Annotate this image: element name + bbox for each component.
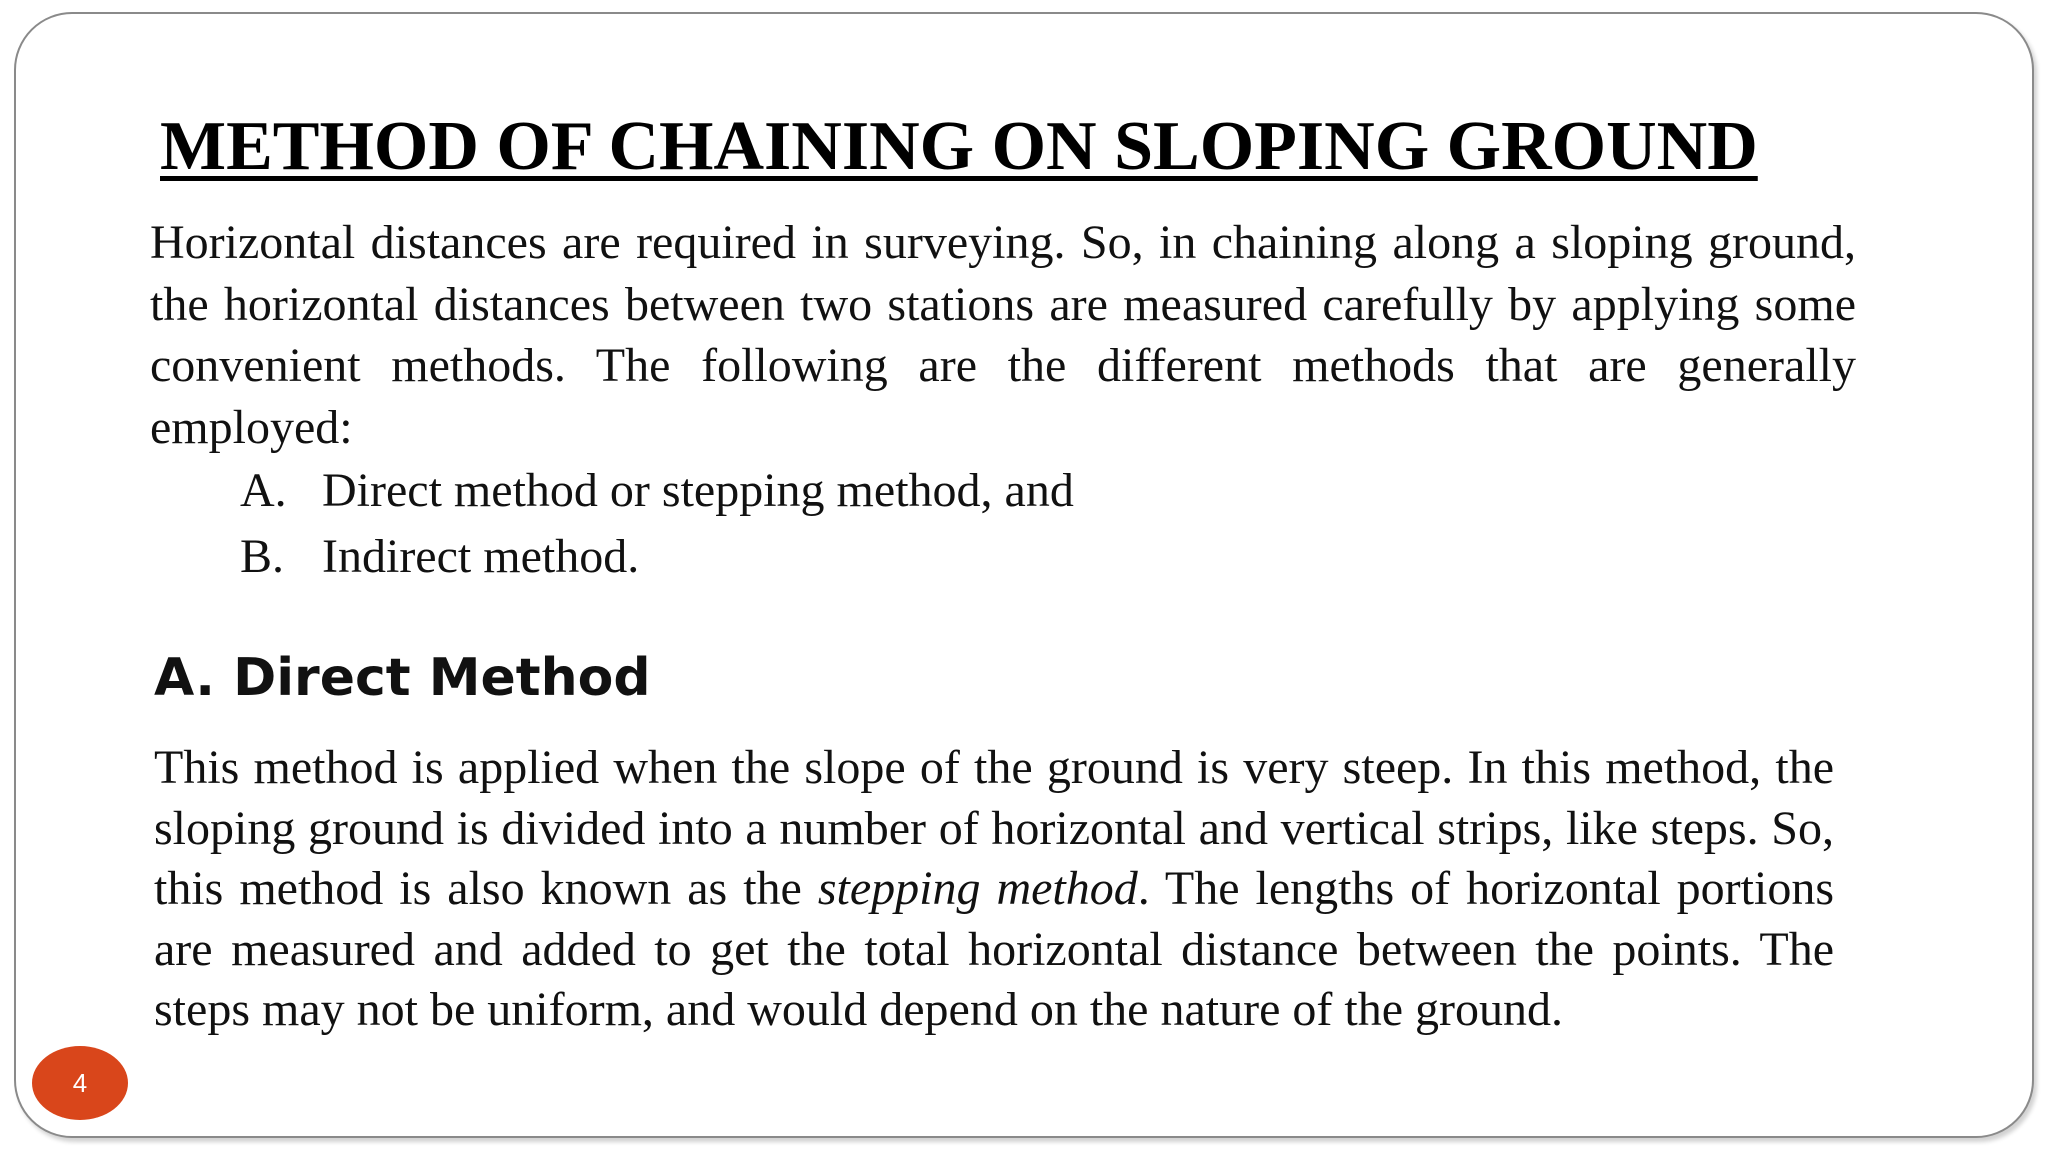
paragraph-text-start: This method is applied when the slope of the ground is very steep. In this method, the sloping ground is divided into a number of horizontal and vertical strips, like steps. So, this method is also known as the <box>154 741 1834 915</box>
section-heading: A. Direct Method <box>154 648 651 708</box>
slide-frame <box>14 12 2034 1138</box>
slide-title: METHOD OF CHAINING ON SLOPING GROUND <box>160 108 1758 185</box>
list-item <box>240 460 1074 526</box>
italic-term: stepping method <box>817 862 1138 915</box>
list-item-text: Direct method or stepping method, and <box>322 464 1074 517</box>
list-marker: B. <box>240 530 285 583</box>
list-item-text: Indirect method. <box>322 530 640 583</box>
section-paragraph <box>154 738 1834 1041</box>
page-number-badge <box>32 1046 128 1120</box>
list-item <box>240 526 1074 592</box>
page-number: 4 <box>72 1067 88 1098</box>
intro-paragraph: Horizontal distances are required in surveying. So, in chaining along a sloping ground, the horizontal distances between two stations are measured carefully by applying some convenient methods. The following are the different methods that are generally employed: <box>150 216 1856 454</box>
list-marker: A. <box>240 464 287 517</box>
paragraph-text-end: . The lengths of horizontal portions are measured and added to get the total horizontal distance between the points. The steps may not be uniform, and would depend on the nature of the ground. <box>154 862 1834 1036</box>
methods-list <box>240 460 1074 592</box>
